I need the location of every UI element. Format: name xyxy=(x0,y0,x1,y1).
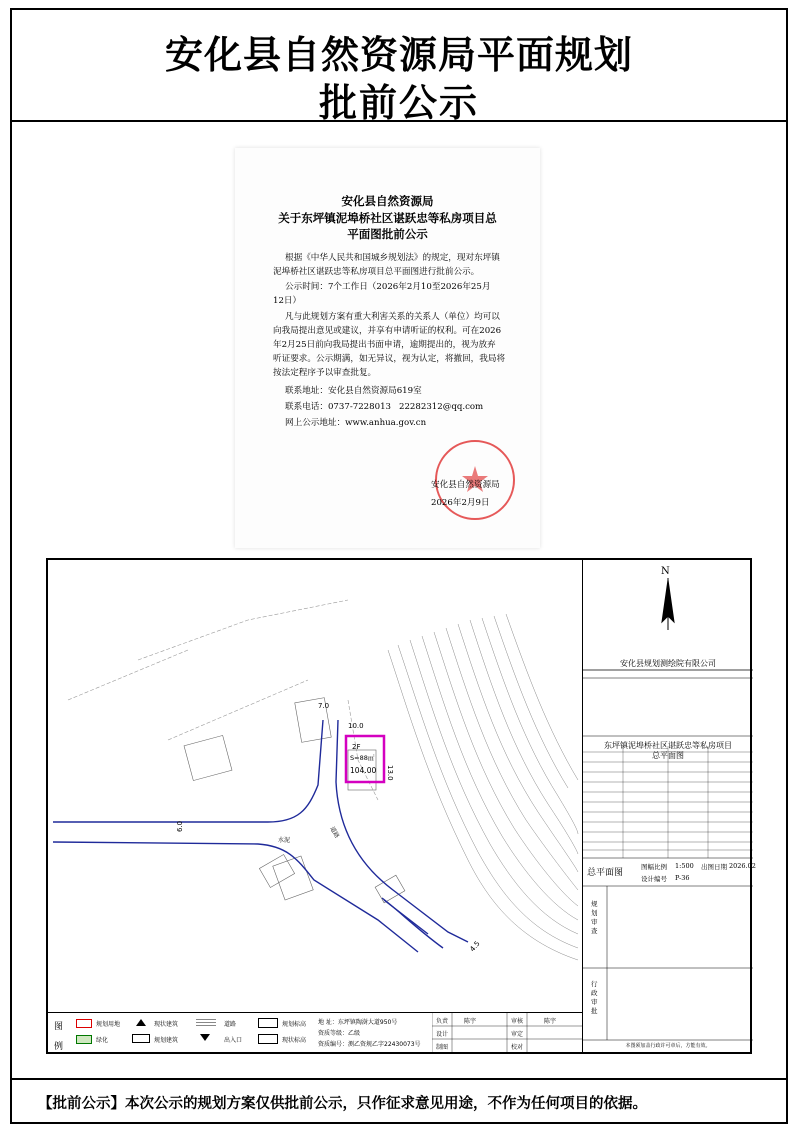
project-name: 东坪镇泥埠桥社区谌跃忠等私房项目 xyxy=(604,741,732,750)
drawing-name: 总平面图 xyxy=(652,751,684,760)
notice-email: 22282312@qq.com xyxy=(399,402,484,412)
notice-address: 联系地址：安化县自然资源局619室 xyxy=(285,386,422,396)
notice-para-6: 向我局提出意见或建议，并享有申请听证的权利。可在2026 xyxy=(273,326,502,336)
page-title-line2: 批前公示 xyxy=(318,81,479,125)
dim-road-top: 7.0 xyxy=(318,702,330,710)
legend-title: 图例 xyxy=(54,1022,64,1052)
site-label-area: S=88㎡ xyxy=(350,754,375,762)
drawing-no-label: 设计编号 xyxy=(641,875,667,883)
page-title-line1: 安化县自然资源局平面规划 xyxy=(164,33,633,77)
footer-disclaimer: 【批前公示】本次公示的规划方案仅供批前公示，只作征求意见用途，不作为任何项目的依据。 xyxy=(38,1096,647,1112)
legend-swatch-existing xyxy=(136,1019,146,1026)
roles-grid xyxy=(432,1013,582,1053)
notice-sign-org: 安化县自然资源局 xyxy=(431,480,500,490)
admin-label: 行政审批 xyxy=(591,980,598,1015)
north-arrow-icon xyxy=(662,578,674,630)
legend-item-8: 现状标高 xyxy=(282,1037,307,1044)
info-cert: 资质编号：测乙资规乙字22430073号 xyxy=(318,1041,421,1048)
dim-road-left: 6.0 xyxy=(176,820,184,832)
north-label: N xyxy=(661,566,670,577)
drawing-no-value: P-36 xyxy=(675,874,690,882)
legend-item-2: 现状建筑 xyxy=(154,1021,179,1028)
role-name-1: 陈宇 xyxy=(464,1018,477,1025)
notice-para-5: 凡与此规划方案有重大利害关系的关系人（单位）均可以 xyxy=(285,312,500,322)
notice-para-9: 按法定程序予以审查批复。 xyxy=(273,368,377,378)
review-label: 规划审查 xyxy=(591,900,598,935)
road-label: 道路 xyxy=(328,825,341,840)
notice-para-4: 12日） xyxy=(273,296,302,306)
notice-web: 网上公示地址：www.anhua.gov.cn xyxy=(285,418,427,428)
legend-item-5: 道路 xyxy=(224,1021,237,1028)
legend-swatch-road xyxy=(196,1018,216,1026)
notice-para-1: 根据《中华人民共和国城乡规划法》的规定，现对东坪镇 xyxy=(285,253,500,263)
notice-org: 安化县自然资源局 xyxy=(341,194,434,208)
company-name: 安化县规划测绘院有限公司 xyxy=(620,659,716,668)
legend-item-4: 规划建筑 xyxy=(154,1037,179,1044)
notice-phone: 联系电话：0737-7228013 xyxy=(285,402,392,412)
bottom-note: 本图须加盖行政许可章后，方能有效。 xyxy=(625,1043,711,1049)
notice-title-line1: 关于东坪镇泥埠桥社区谌跃忠等私房项目总 xyxy=(278,211,497,225)
dim-road-right: 4.5 xyxy=(468,939,482,954)
role-label-3: 设计 xyxy=(436,1031,449,1038)
role-label-2: 审核 xyxy=(511,1018,524,1025)
legend-item-1: 规划用地 xyxy=(96,1021,121,1028)
date-label: 出图日期 xyxy=(701,863,727,871)
notice-para-8: 听证要求。公示期满，如无异议，视为认定，将撤回，我局将 xyxy=(273,354,506,364)
notice-document xyxy=(235,148,540,548)
role-name-2: 陈宇 xyxy=(544,1018,557,1025)
info-grade: 资质等级：乙级 xyxy=(318,1030,361,1037)
dim-top: 10.0 xyxy=(348,722,364,730)
legend-swatch-site xyxy=(76,1019,92,1028)
role-label-5: 制图 xyxy=(436,1044,449,1051)
notice-sign-date: 2026年2月9日 xyxy=(431,498,490,508)
site-label-floors: 2F xyxy=(352,743,361,751)
drawing-label: 总平面图 xyxy=(587,868,624,878)
scale-value: 1:500 xyxy=(675,862,694,870)
legend-swatch-existing-elev xyxy=(258,1034,278,1044)
notice-para-2: 泥埠桥社区谌跃忠等私房项目总平面图进行批前公示。 xyxy=(273,267,480,277)
page-header xyxy=(12,10,786,125)
role-label-6: 校对 xyxy=(511,1044,524,1051)
dim-right: 13.0 xyxy=(386,765,394,781)
legend-swatch-planned-elev xyxy=(258,1018,278,1028)
legend-swatch-green xyxy=(76,1035,92,1044)
role-label-4: 审定 xyxy=(511,1031,524,1038)
notice-title-line2: 平面图批前公示 xyxy=(347,227,428,241)
notice-para-3: 公示时间：7个工作日（2026年2月10至2026年25月 xyxy=(285,282,491,292)
site-map xyxy=(48,560,582,1012)
legend-swatch-entrance xyxy=(200,1034,210,1041)
legend-item-6: 出入口 xyxy=(224,1037,243,1044)
legend-item-3: 绿化 xyxy=(96,1037,109,1044)
title-block xyxy=(582,560,756,1052)
info-address: 地 址：东坪镇陶澍大道950号 xyxy=(318,1019,398,1026)
notice-para-7: 年2月25日前向我局提出书面申请，逾期提出的，视为放弃 xyxy=(273,340,496,350)
date-value: 2026.02 xyxy=(729,862,756,870)
legend-strip xyxy=(48,1012,582,1053)
cement-label: 水泥 xyxy=(278,837,291,844)
role-label-1: 负责 xyxy=(436,1018,449,1025)
legend-item-7: 规划标高 xyxy=(282,1021,307,1028)
legend-swatch-planned xyxy=(132,1034,150,1043)
site-plan-drawing xyxy=(46,558,756,1054)
scale-label: 图幅比例 xyxy=(641,863,667,871)
site-label-elevation: 104.00 xyxy=(350,766,377,775)
